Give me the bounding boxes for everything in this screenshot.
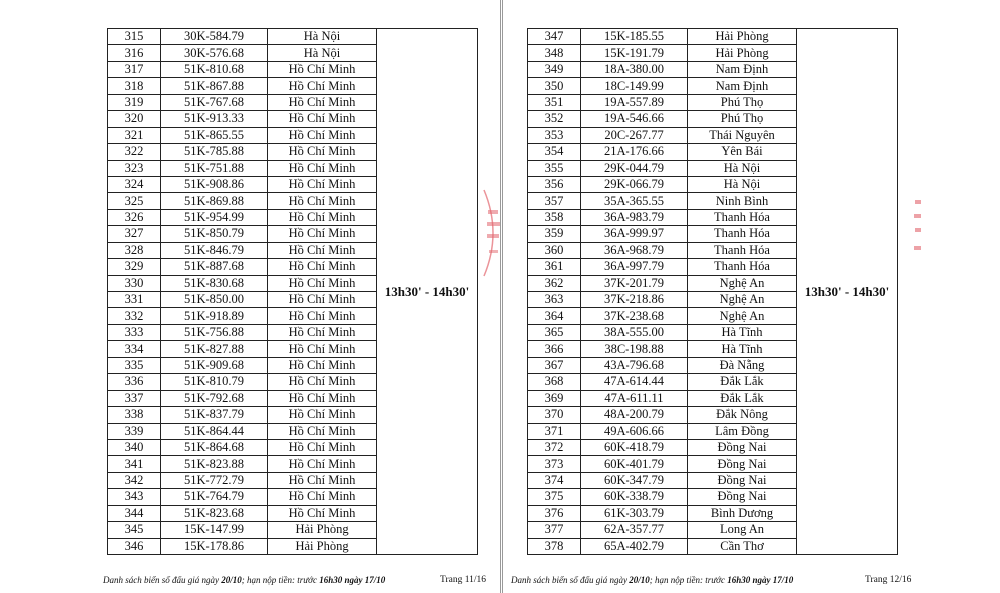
province: Hà Nội	[688, 160, 797, 176]
province: Hồ Chí Minh	[268, 259, 377, 275]
province: Đắk Lắk	[688, 374, 797, 390]
province: Hồ Chí Minh	[268, 374, 377, 390]
row-number: 315	[108, 29, 161, 45]
plate-number: 47A-611.11	[581, 390, 688, 406]
plate-number: 51K-850.00	[161, 292, 268, 308]
row-number: 336	[108, 374, 161, 390]
plate-number: 47A-614.44	[581, 374, 688, 390]
row-number: 369	[528, 390, 581, 406]
province: Hồ Chí Minh	[268, 489, 377, 505]
row-number: 338	[108, 407, 161, 423]
province: Hải Phòng	[268, 538, 377, 554]
province: Hồ Chí Minh	[268, 439, 377, 455]
plate-number: 38C-198.88	[581, 341, 688, 357]
footer-middle: ; hạn nộp tiền: trước	[649, 575, 728, 585]
row-number: 375	[528, 489, 581, 505]
province: Nam Định	[688, 61, 797, 77]
row-number: 323	[108, 160, 161, 176]
row-number: 322	[108, 144, 161, 160]
province: Hồ Chí Minh	[268, 505, 377, 521]
plate-number: 60K-338.79	[581, 489, 688, 505]
row-number: 378	[528, 538, 581, 554]
plate-number: 37K-218.86	[581, 292, 688, 308]
plate-number: 19A-546.66	[581, 111, 688, 127]
province: Hồ Chí Minh	[268, 324, 377, 340]
footer-prefix: Danh sách biển số đấu giá ngày	[103, 575, 222, 585]
row-number: 374	[528, 472, 581, 488]
row-number: 376	[528, 505, 581, 521]
plate-number: 51K-908.86	[161, 176, 268, 192]
plate-number: 37K-238.68	[581, 308, 688, 324]
row-number: 372	[528, 439, 581, 455]
row-number: 356	[528, 176, 581, 192]
row-number: 370	[528, 407, 581, 423]
province: Hồ Chí Minh	[268, 226, 377, 242]
plate-number: 38A-555.00	[581, 324, 688, 340]
province: Hồ Chí Minh	[268, 407, 377, 423]
plate-number: 51K-954.99	[161, 209, 268, 225]
province: Hồ Chí Minh	[268, 456, 377, 472]
plate-number: 51K-764.79	[161, 489, 268, 505]
province: Hải Phòng	[268, 522, 377, 538]
plate-number: 60K-401.79	[581, 456, 688, 472]
plate-number: 51K-751.88	[161, 160, 268, 176]
plate-number: 29K-044.79	[581, 160, 688, 176]
province: Hà Tĩnh	[688, 341, 797, 357]
province: Thái Nguyên	[688, 127, 797, 143]
province: Hồ Chí Minh	[268, 292, 377, 308]
plate-number: 51K-823.88	[161, 456, 268, 472]
province: Hồ Chí Minh	[268, 78, 377, 94]
plate-number: 36A-999.97	[581, 226, 688, 242]
plate-number: 49A-606.66	[581, 423, 688, 439]
row-number: 367	[528, 357, 581, 373]
footer-deadline: 16h30 ngày 17/10	[727, 575, 794, 585]
plate-number: 18C-149.99	[581, 78, 688, 94]
row-number: 366	[528, 341, 581, 357]
row-number: 365	[528, 324, 581, 340]
province: Đà Nẵng	[688, 357, 797, 373]
row-number: 327	[108, 226, 161, 242]
row-number: 349	[528, 61, 581, 77]
time-slot-cell: 13h30' - 14h30'	[377, 29, 478, 555]
province: Đồng Nai	[688, 472, 797, 488]
plate-number: 60K-418.79	[581, 439, 688, 455]
province: Nghệ An	[688, 275, 797, 291]
page-footer-note	[103, 575, 385, 585]
red-seal-stamp-fragment	[482, 188, 504, 281]
plate-number: 48A-200.79	[581, 407, 688, 423]
province: Hồ Chí Minh	[268, 357, 377, 373]
plate-number: 15K-178.86	[161, 538, 268, 554]
plate-table	[107, 28, 478, 555]
row-number: 324	[108, 176, 161, 192]
page-number: Trang 11/16	[440, 575, 487, 585]
row-number: 343	[108, 489, 161, 505]
province: Thanh Hóa	[688, 259, 797, 275]
row-number: 333	[108, 324, 161, 340]
province: Hồ Chí Minh	[268, 308, 377, 324]
seal-arc-icon	[482, 188, 504, 278]
row-number: 359	[528, 226, 581, 242]
row-number: 342	[108, 472, 161, 488]
row-number: 358	[528, 209, 581, 225]
time-slot-cell: 13h30' - 14h30'	[797, 29, 898, 555]
province: Hồ Chí Minh	[268, 341, 377, 357]
plate-number: 51K-867.88	[161, 78, 268, 94]
plate-number: 51K-810.68	[161, 61, 268, 77]
plate-number: 51K-846.79	[161, 242, 268, 258]
row-number: 329	[108, 259, 161, 275]
province: Hồ Chí Minh	[268, 176, 377, 192]
province: Hồ Chí Minh	[268, 160, 377, 176]
row-number: 331	[108, 292, 161, 308]
province: Hồ Chí Minh	[268, 193, 377, 209]
red-seal-stamp-fragment	[912, 196, 924, 269]
plate-number: 18A-380.00	[581, 61, 688, 77]
table-row	[528, 29, 898, 45]
page-number: Trang 12/16	[865, 575, 912, 585]
plate-number: 51K-785.88	[161, 144, 268, 160]
row-number: 319	[108, 94, 161, 110]
row-number: 362	[528, 275, 581, 291]
plate-number: 20C-267.77	[581, 127, 688, 143]
province: Hà Nội	[268, 29, 377, 45]
plate-number: 51K-869.88	[161, 193, 268, 209]
plate-number: 36A-997.79	[581, 259, 688, 275]
page-footer-note	[511, 575, 793, 585]
row-number: 350	[528, 78, 581, 94]
province: Hồ Chí Minh	[268, 144, 377, 160]
plate-number: 51K-837.79	[161, 407, 268, 423]
plate-number: 43A-796.68	[581, 357, 688, 373]
row-number: 341	[108, 456, 161, 472]
plate-number: 29K-066.79	[581, 176, 688, 192]
row-number: 340	[108, 439, 161, 455]
plate-number: 62A-357.77	[581, 522, 688, 538]
row-number: 316	[108, 45, 161, 61]
province: Hồ Chí Minh	[268, 111, 377, 127]
row-number: 347	[528, 29, 581, 45]
plate-number: 15K-191.79	[581, 45, 688, 61]
province: Hồ Chí Minh	[268, 61, 377, 77]
table-row	[108, 29, 478, 45]
footer-date: 20/10	[629, 575, 650, 585]
row-number: 320	[108, 111, 161, 127]
plate-number: 51K-756.88	[161, 324, 268, 340]
row-number: 364	[528, 308, 581, 324]
plate-number: 51K-918.89	[161, 308, 268, 324]
footer-date: 20/10	[221, 575, 242, 585]
document-page-left	[95, 0, 501, 593]
province: Hồ Chí Minh	[268, 275, 377, 291]
plate-number: 51K-850.79	[161, 226, 268, 242]
province: Phú Thọ	[688, 111, 797, 127]
document-page-right	[502, 0, 913, 593]
plate-table	[527, 28, 898, 555]
row-number: 348	[528, 45, 581, 61]
plate-number: 51K-864.44	[161, 423, 268, 439]
plate-number: 51K-909.68	[161, 357, 268, 373]
plate-number: 36A-983.79	[581, 209, 688, 225]
plate-number: 65A-402.79	[581, 538, 688, 554]
province: Thanh Hóa	[688, 242, 797, 258]
row-number: 352	[528, 111, 581, 127]
plate-number: 60K-347.79	[581, 472, 688, 488]
province: Hồ Chí Minh	[268, 242, 377, 258]
row-number: 363	[528, 292, 581, 308]
row-number: 339	[108, 423, 161, 439]
row-number: 351	[528, 94, 581, 110]
row-number: 354	[528, 144, 581, 160]
province: Long An	[688, 522, 797, 538]
plate-number: 21A-176.66	[581, 144, 688, 160]
province: Bình Dương	[688, 505, 797, 521]
row-number: 373	[528, 456, 581, 472]
plate-number: 51K-767.68	[161, 94, 268, 110]
row-number: 337	[108, 390, 161, 406]
row-number: 361	[528, 259, 581, 275]
province: Hồ Chí Minh	[268, 209, 377, 225]
province: Hà Nội	[268, 45, 377, 61]
province: Hồ Chí Minh	[268, 472, 377, 488]
footer-deadline: 16h30 ngày 17/10	[319, 575, 386, 585]
plate-number: 37K-201.79	[581, 275, 688, 291]
plate-number: 51K-864.68	[161, 439, 268, 455]
province: Nghệ An	[688, 308, 797, 324]
row-number: 328	[108, 242, 161, 258]
row-number: 326	[108, 209, 161, 225]
row-number: 345	[108, 522, 161, 538]
plate-number: 51K-887.68	[161, 259, 268, 275]
row-number: 317	[108, 61, 161, 77]
province: Đồng Nai	[688, 489, 797, 505]
plate-number: 19A-557.89	[581, 94, 688, 110]
footer-prefix: Danh sách biển số đấu giá ngày	[511, 575, 630, 585]
plate-number: 51K-913.33	[161, 111, 268, 127]
plate-number: 51K-792.68	[161, 390, 268, 406]
province: Ninh Bình	[688, 193, 797, 209]
province: Đồng Nai	[688, 456, 797, 472]
province: Yên Bái	[688, 144, 797, 160]
province: Hà Nội	[688, 176, 797, 192]
province: Phú Thọ	[688, 94, 797, 110]
plate-number: 15K-185.55	[581, 29, 688, 45]
row-number: 330	[108, 275, 161, 291]
province: Đắk Nông	[688, 407, 797, 423]
row-number: 371	[528, 423, 581, 439]
province: Hải Phòng	[688, 45, 797, 61]
row-number: 344	[108, 505, 161, 521]
row-number: 335	[108, 357, 161, 373]
province: Nghệ An	[688, 292, 797, 308]
plate-table-body	[108, 29, 478, 555]
plate-number: 30K-576.68	[161, 45, 268, 61]
footer-middle: ; hạn nộp tiền: trước	[241, 575, 320, 585]
seal-arc-icon	[912, 196, 924, 266]
row-number: 355	[528, 160, 581, 176]
row-number: 325	[108, 193, 161, 209]
row-number: 321	[108, 127, 161, 143]
plate-number: 30K-584.79	[161, 29, 268, 45]
row-number: 368	[528, 374, 581, 390]
province: Nam Định	[688, 78, 797, 94]
plate-number: 35A-365.55	[581, 193, 688, 209]
plate-number: 51K-772.79	[161, 472, 268, 488]
plate-number: 51K-810.79	[161, 374, 268, 390]
province: Đắk Lắk	[688, 390, 797, 406]
plate-number: 51K-827.88	[161, 341, 268, 357]
row-number: 318	[108, 78, 161, 94]
plate-number: 15K-147.99	[161, 522, 268, 538]
plate-number: 51K-865.55	[161, 127, 268, 143]
province: Hồ Chí Minh	[268, 127, 377, 143]
province: Hồ Chí Minh	[268, 423, 377, 439]
province: Thanh Hóa	[688, 226, 797, 242]
plate-number: 51K-830.68	[161, 275, 268, 291]
plate-table-body	[528, 29, 898, 555]
row-number: 334	[108, 341, 161, 357]
row-number: 360	[528, 242, 581, 258]
plate-number: 51K-823.68	[161, 505, 268, 521]
province: Cần Thơ	[688, 538, 797, 554]
row-number: 357	[528, 193, 581, 209]
province: Hồ Chí Minh	[268, 390, 377, 406]
province: Hải Phòng	[688, 29, 797, 45]
province: Hồ Chí Minh	[268, 94, 377, 110]
row-number: 332	[108, 308, 161, 324]
row-number: 346	[108, 538, 161, 554]
plate-number: 36A-968.79	[581, 242, 688, 258]
province: Thanh Hóa	[688, 209, 797, 225]
row-number: 377	[528, 522, 581, 538]
plate-number: 61K-303.79	[581, 505, 688, 521]
province: Đồng Nai	[688, 439, 797, 455]
province: Hà Tĩnh	[688, 324, 797, 340]
province: Lâm Đồng	[688, 423, 797, 439]
row-number: 353	[528, 127, 581, 143]
